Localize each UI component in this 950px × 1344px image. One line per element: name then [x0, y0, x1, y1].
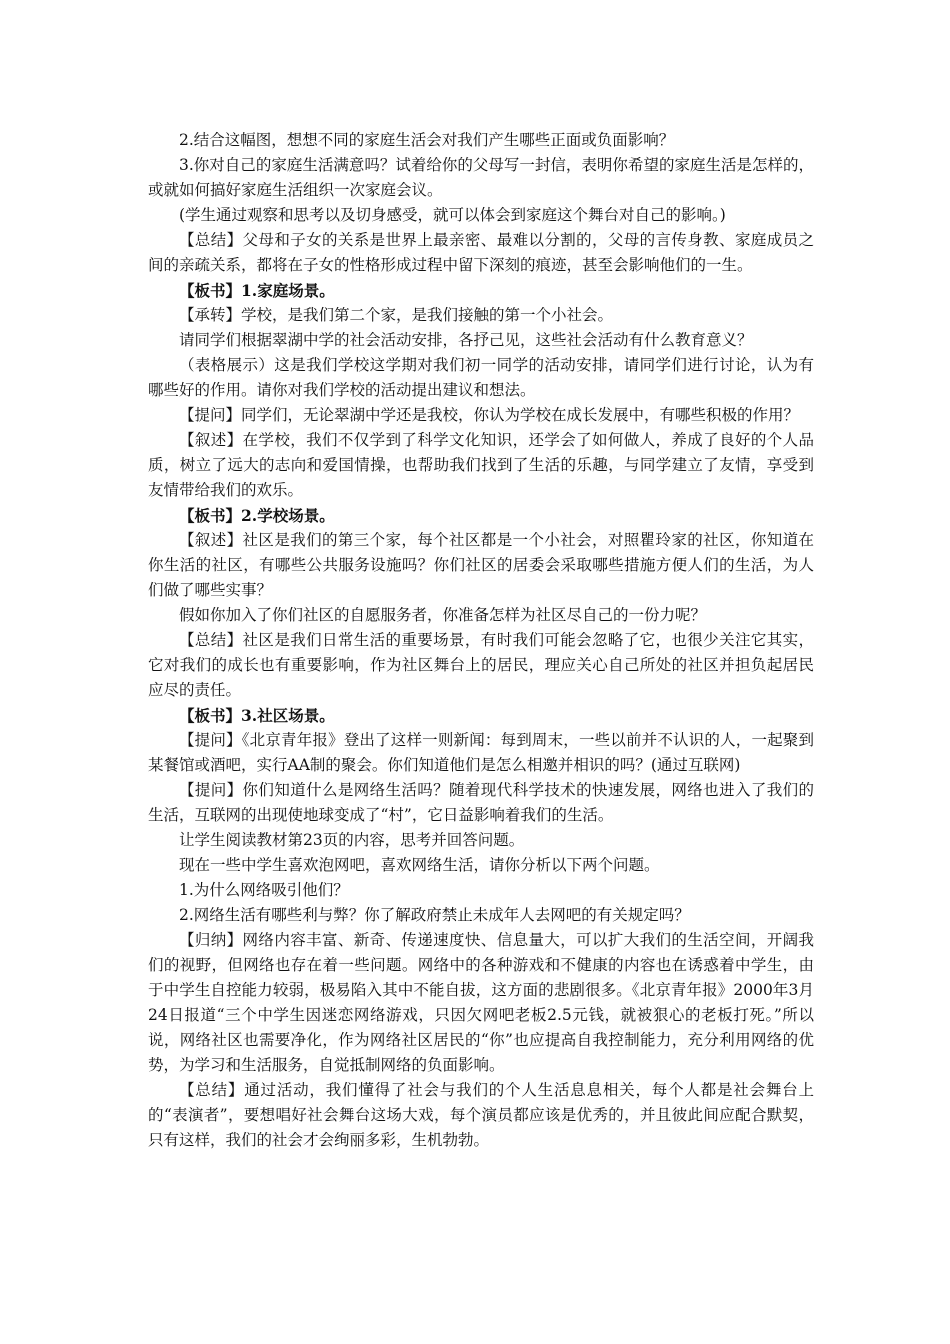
section-tag: 【板书】: [179, 506, 242, 525]
section-tag: 【叙述】: [179, 531, 243, 549]
paragraph: 1.为什么网络吸引他们？: [179, 881, 349, 899]
section-tag: 【提问】: [179, 781, 243, 799]
paragraph: 【总结】通过活动，我们懂得了社会与我们的个人生活息息相关，每个人都是社会舞台上的“表演者”，要想唱好社会舞台这场大戏，每个演员都应该是优秀的，并且彼此间应配合默契，只有这样，我们的社会才会绚丽多彩，生机勃勃。: [148, 1081, 814, 1149]
section-tag: 【板书】: [179, 706, 242, 725]
paragraph: 【叙述】社区是我们的第三个家，每个社区都是一个小社会，对照瞿玲家的社区，你知道在你生活的社区，有哪些公共服务设施吗？你们社区的居委会采取哪些措施方便人们的生活，为人们做了哪些实事？: [148, 531, 814, 599]
paragraph: (学生通过观察和思考以及切身感受，就可以体会到家庭这个舞台对自己的影响。): [179, 206, 726, 224]
paragraph: （表格展示）这是我们学校这学期对我们初一同学的活动安排，请同学们进行讨论，认为有哪些好的作用。请你对我们学校的活动提出建议和想法。: [148, 356, 814, 399]
paragraph: 【总结】社区是我们日常生活的重要场景，有时我们可能会忽略了它，也很少关注它其实，它对我们的成长也有重要影响，作为社区舞台上的居民，理应关心自己所处的社区并担负起居民应尽的责任。: [148, 631, 814, 699]
paragraph: 假如你加入了你们社区的自愿服务者，你准备怎样为社区尽自己的一份力呢？: [179, 606, 707, 624]
section-tag: 【总结】: [179, 231, 243, 249]
paragraph: 【归纳】网络内容丰富、新奇、传递速度快、信息量大，可以扩大我们的生活空间，开阔我们的视野，但网络也存在着一些问题。网络中的各种游戏和不健康的内容也在诱惑着中学生，由于中学生自控能力较弱，极易陷入其中不能自拔，这方面的悲剧很多。《北京青年报》2000年3月24日报道“三个中学生因迷恋网络游戏，只因欠网吧老板2.5元钱，就被狠心的老板打死。”所以说，网络社区也需要净化，作为网络社区居民的“你”也应提高自我控制能力，充分利用网络的优势，为学习和生活服务，自觉抵制网络的负面影响。: [148, 931, 814, 1074]
paragraph: 现在一些中学生喜欢泡网吧，喜欢网络生活，请你分析以下两个问题。: [179, 856, 660, 874]
paragraph: 【总结】父母和子女的关系是世界上最亲密、最难以分割的，父母的言传身教、家庭成员之间的亲疏关系，都将在子女的性格形成过程中留下深刻的痕迹，甚至会影响他们的一生。: [148, 231, 814, 274]
paragraph: 请同学们根据翠湖中学的社会活动安排，各抒己见，这些社会活动有什么教育意义？: [179, 331, 753, 349]
section-tag: 【归纳】: [179, 931, 243, 949]
blackboard-heading: 【板书】3.社区场景。: [179, 706, 335, 725]
paragraph: 【承转】学校，是我们第二个家，是我们接触的第一个小社会。: [179, 306, 614, 324]
paragraph: 2.网络生活有哪些利与弊？你了解政府禁止未成年人去网吧的有关规定吗？: [179, 906, 690, 924]
document-body: [148, 128, 814, 1153]
paragraph: 【提问】《北京青年报》登出了这样一则新闻：每到周末，一些以前并不认识的人，一起聚到某餐馆或酒吧，实行AA制的聚会。你们知道他们是怎么相邀并相识的吗？(通过互联网): [148, 731, 814, 774]
paragraph: 2.结合这幅图，想想不同的家庭生活会对我们产生哪些正面或负面影响？: [179, 131, 675, 149]
blackboard-heading: 【板书】2.学校场景。: [179, 506, 335, 525]
section-tag: 【叙述】: [179, 431, 243, 449]
section-tag: 【板书】: [179, 281, 242, 300]
section-tag: 【提问】: [179, 731, 242, 749]
section-tag: 【承转】: [179, 306, 242, 324]
section-tag: 【总结】: [179, 1081, 245, 1099]
blackboard-heading: 【板书】1.家庭场景。: [179, 281, 335, 300]
section-tag: 【总结】: [179, 631, 243, 649]
paragraph: 让学生阅读教材第23页的内容，思考并回答问题。: [179, 831, 525, 849]
paragraph: 【提问】你们知道什么是网络生活吗？随着现代科学技术的快速发展，网络也进入了我们的生活，互联网的出现使地球变成了“村”，它日益影响着我们的生活。: [148, 781, 814, 824]
section-tag: 【提问】: [179, 406, 242, 424]
paragraph: 【叙述】在学校，我们不仅学到了科学文化知识，还学会了如何做人，养成了良好的个人品质，树立了远大的志向和爱国情操，也帮助我们找到了生活的乐趣，与同学建立了友情，享受到友情带给我们的欢乐。: [148, 431, 814, 499]
paragraph: 3.你对自己的家庭生活满意吗？试着给你的父母写一封信，表明你希望的家庭生活是怎样的，或就如何搞好家庭生活组织一次家庭会议。: [148, 156, 814, 199]
paragraph: 【提问】同学们，无论翠湖中学还是我校，你认为学校在成长发展中，有哪些积极的作用？: [179, 406, 800, 424]
